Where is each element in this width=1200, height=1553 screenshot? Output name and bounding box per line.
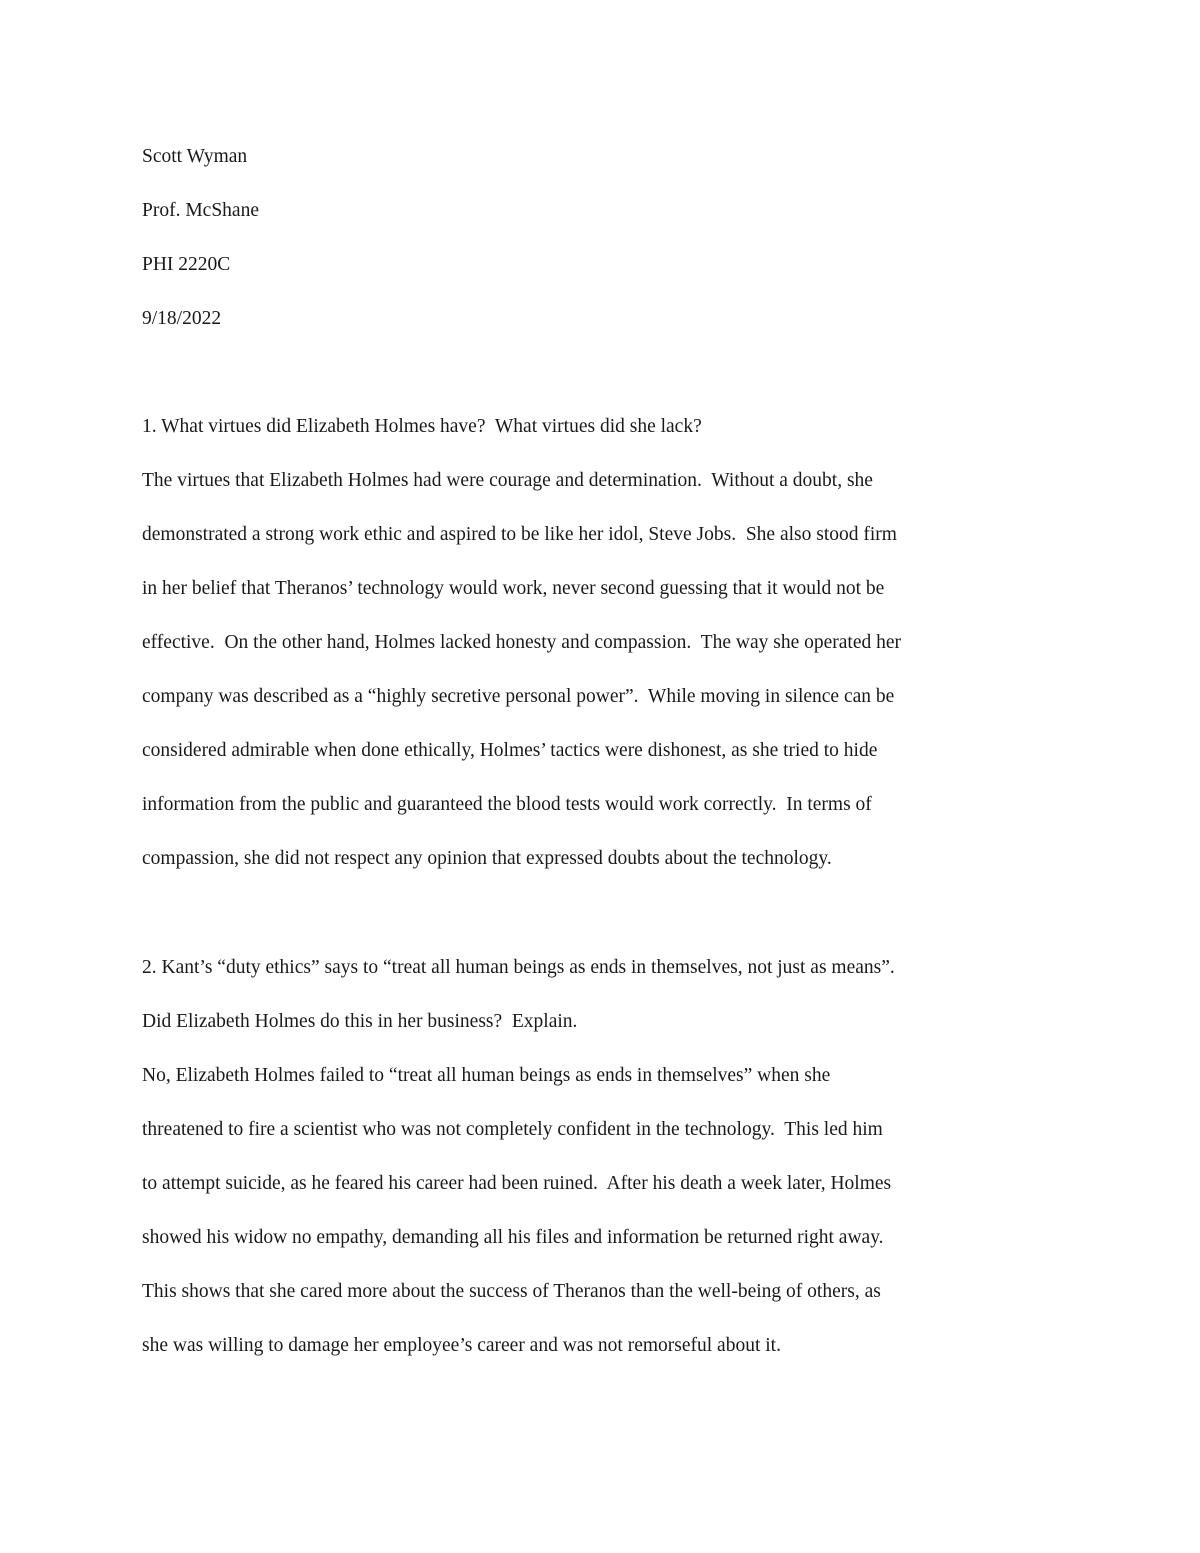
question-2-line: Did Elizabeth Holmes do this in her business? Explain. — [142, 1011, 578, 1032]
answer-2-line: No, Elizabeth Holmes failed to “treat all human beings as ends in themselves” when she — [142, 1065, 831, 1086]
answer-1-line: company was described as a “highly secretive personal power”. While moving in silence can be — [142, 686, 895, 707]
answer-2-line: This shows that she cared more about the success of Theranos than the well-being of others, as — [142, 1281, 881, 1302]
professor-name: Prof. McShane — [142, 200, 259, 221]
answer-1-line: information from the public and guaranteed the blood tests would work correctly. In terms of — [142, 794, 872, 815]
answer-2-line: threatened to fire a scientist who was not completely confident in the technology. This led him — [142, 1119, 883, 1140]
answer-1-line: effective. On the other hand, Holmes lacked honesty and compassion. The way she operated her — [142, 632, 901, 653]
answer-1-line: considered admirable when done ethically, Holmes’ tactics were dishonest, as she tried to hide — [142, 740, 878, 761]
answer-1-line: demonstrated a strong work ethic and aspired to be like her idol, Steve Jobs. She also stood firm — [142, 524, 897, 545]
answer-2-line: showed his widow no empathy, demanding all his files and information be returned right away. — [142, 1227, 884, 1248]
answer-1-line: compassion, she did not respect any opinion that expressed doubts about the technology. — [142, 848, 832, 869]
question-1: 1. What virtues did Elizabeth Holmes have? What virtues did she lack? — [142, 416, 702, 437]
question-2-line: 2. Kant’s “duty ethics” says to “treat all human beings as ends in themselves, not just as means”. — [142, 957, 895, 978]
date: 9/18/2022 — [142, 308, 222, 329]
answer-2-line: to attempt suicide, as he feared his career had been ruined. After his death a week later, Holmes — [142, 1173, 892, 1194]
course-code: PHI 2220C — [142, 254, 231, 275]
answer-1-line: in her belief that Theranos’ technology would work, never second guessing that it would not be — [142, 578, 885, 599]
student-name: Scott Wyman — [142, 146, 248, 167]
answer-1-line: The virtues that Elizabeth Holmes had were courage and determination. Without a doubt, she — [142, 470, 873, 491]
answer-2-line: she was willing to damage her employee’s career and was not remorseful about it. — [142, 1335, 781, 1356]
